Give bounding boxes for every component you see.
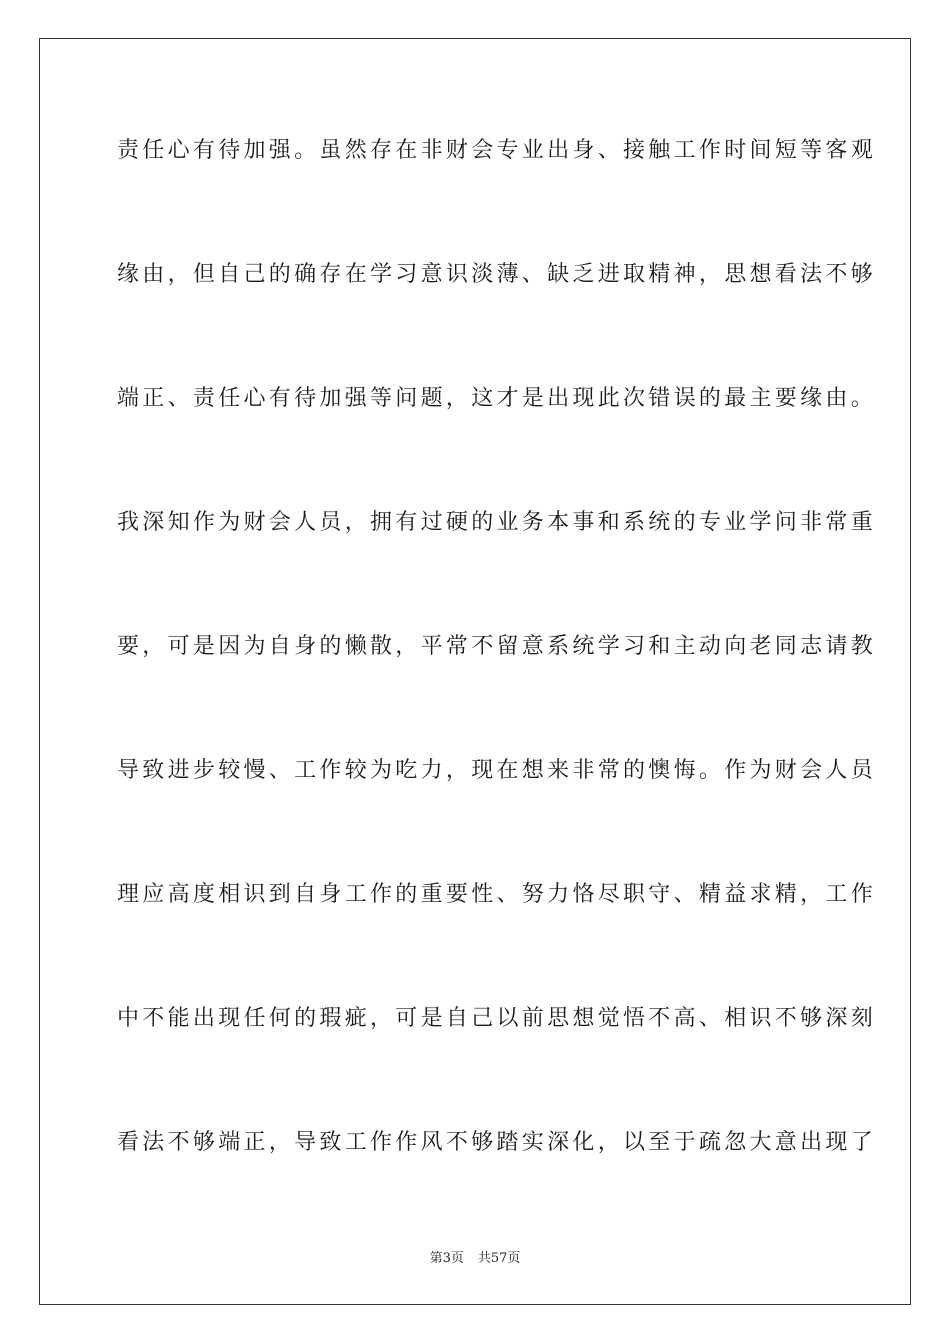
- text-line: 责任心有待加强。虽然存在非财会专业出身、接触工作时间短等客观: [117, 138, 877, 163]
- page-total: 共57页: [477, 1251, 521, 1266]
- text-line: 要，可是因为自身的懒散，平常不留意系统学习和主动向老同志请教: [117, 634, 877, 659]
- text-line: 我深知作为财会人员，拥有过硬的业务本事和系统的专业学问非常重: [117, 510, 877, 535]
- text-line: 端正、责任心有待加强等问题，这才是出现此次错误的最主要缘由。: [117, 386, 877, 411]
- page-number: 第3页: [429, 1251, 464, 1266]
- text-line: 导致进步较慢、工作较为吃力，现在想来非常的懊悔。作为财会人员: [117, 758, 877, 783]
- text-line: 看法不够端正，导致工作作风不够踏实深化，以至于疏忽大意出现了: [117, 1130, 877, 1155]
- document-body: [117, 128, 877, 1244]
- text-line: 缘由，但自己的确存在学习意识淡薄、缺乏进取精神，思想看法不够: [117, 262, 877, 287]
- text-line: 理应高度相识到自身工作的重要性、努力恪尽职守、精益求精，工作: [117, 882, 877, 907]
- text-line: 中不能出现任何的瑕疵，可是自己以前思想觉悟不高、相识不够深刻: [117, 1006, 877, 1031]
- page-footer: [0, 1247, 950, 1266]
